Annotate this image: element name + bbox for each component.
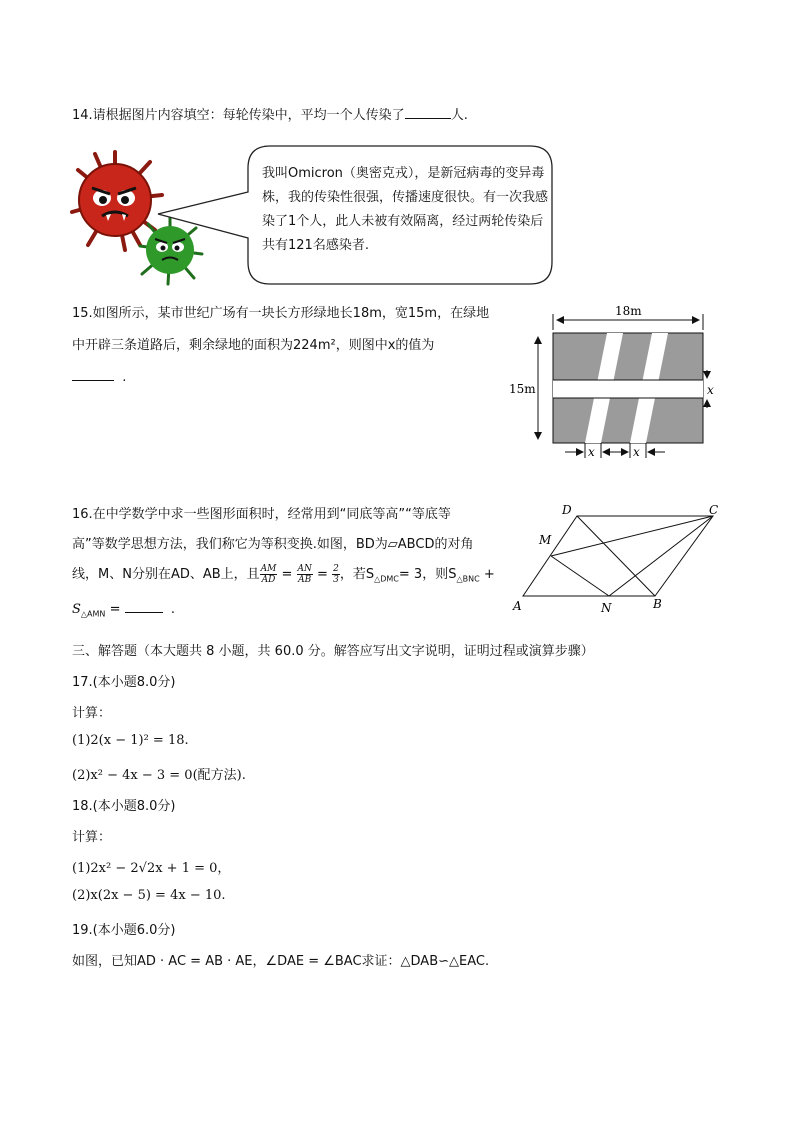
q17-part-2: (2)x² − 4x − 3 = 0(配方法). bbox=[72, 768, 246, 783]
point-c-label: C bbox=[709, 503, 719, 517]
point-b-label: B bbox=[653, 597, 662, 611]
q18-part-2: (2)x(2x − 5) = 4x − 10. bbox=[72, 888, 226, 903]
q15-x-label-1: x bbox=[588, 445, 595, 459]
big-red-virus-icon bbox=[72, 152, 162, 250]
frac-two-thirds: $\frac{2}{3}$ bbox=[333, 564, 339, 585]
q15-x-label-right: x bbox=[707, 383, 714, 397]
q18-title: 18.(本小题8.0分) bbox=[72, 799, 176, 814]
frac-an-ab: $\frac{AN}{AB}$ bbox=[297, 564, 312, 585]
point-n-label: N bbox=[601, 601, 612, 615]
q19-text: 如图，已知AD · AC = AB · AE，∠DAE = ∠BAC求证：△DAB∽△EAC. bbox=[72, 954, 490, 969]
point-d-label: D bbox=[562, 503, 572, 517]
q16-answer-blank[interactable] bbox=[125, 598, 163, 613]
q15-rectangle-figure bbox=[505, 300, 725, 465]
q17-title: 17.(本小题8.0分) bbox=[72, 675, 176, 690]
q19-title: 19.(本小题6.0分) bbox=[72, 923, 176, 938]
section-3-heading: 三、解答题（本大题共 8 小题，共 60.0 分。解答应写出文字说明，证明过程或演算步骤） bbox=[72, 644, 594, 659]
point-a-label: A bbox=[513, 599, 522, 613]
q18-prompt: 计算： bbox=[72, 830, 112, 845]
q14-answer-blank[interactable] bbox=[405, 104, 451, 119]
frac-am-ad: $\frac{AM}{AD}$ bbox=[260, 564, 277, 585]
q15-width-label: 18m bbox=[615, 304, 642, 318]
q16-parallelogram-figure bbox=[505, 500, 735, 620]
q14-stem: 14.请根据图片内容填空：每轮传染中，平均一个人传染了 人. bbox=[72, 104, 468, 123]
q15-height-label: 15m bbox=[509, 382, 536, 396]
q15-stem: 15.如图所示，某市世纪广场有一块长方形绿地长18m，宽15m，在绿地中开辟三条道路后，剩余绿地的面积为224m²，则图中x的值为 . bbox=[72, 306, 490, 385]
q15-answer-blank[interactable] bbox=[72, 366, 114, 381]
q15-x-label-2: x bbox=[633, 445, 640, 459]
q17-part-1: (1)2(x − 1)² = 18. bbox=[72, 733, 189, 748]
q16-stem: 16.在中学数学中求一些图形面积时，经常用到“同底等高”“等底等 高”等数学思想方法，我们称它为等积变换.如图，BD为▱ABCD的对角 线，M、N分别在AD、AB上，且 $\frac{AM}{AD}$ = $\frac{AN}{AB}$ = $\frac{2}{3}$ ，若$S_{\triangle DMC}= 3$，则$S_{\triangle BNC}$ + $S_{\triangle AMN}$ = . bbox=[72, 507, 495, 619]
speech-bubble-text: 我叫Omicron（奥密克戎），是新冠病毒的变异毒株，我的传染性很强，传播速度很快。有一次我感染了1个人，此人未被有效隔离，经过两轮传染后共有121名感染者. bbox=[262, 166, 549, 253]
q17-prompt: 计算： bbox=[72, 706, 112, 721]
point-m-label: M bbox=[539, 533, 552, 547]
q18-part-1: (1)2x² − 2√2x + 1 = 0， bbox=[72, 861, 231, 876]
